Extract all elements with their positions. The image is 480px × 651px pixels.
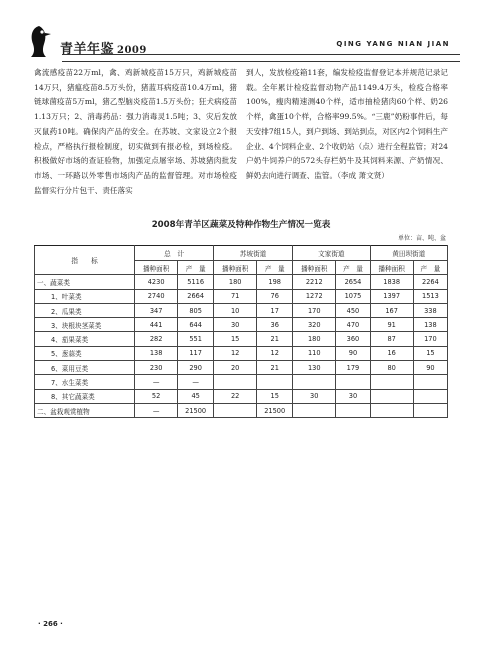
table-cell <box>257 375 293 389</box>
group-header: 苏坡街道 <box>214 246 293 261</box>
table-cell: 805 <box>178 303 214 317</box>
subheader-area: 播种面积 <box>214 261 257 275</box>
table-cell: 21500 <box>257 403 293 417</box>
table-cell: 12 <box>257 346 293 360</box>
body-column-right: 到人，发放检疫箱11套，编发检疫监督登记本并规范记录记载。全年累计检疫监督动物产品1149.4万头，检疫合格率100%，瘦肉精速测40个样，适市抽检猪肉60个样、奶26个样，禽蛋10个样，合格率99.5%。“三鹿”奶粉事件后，每天安排7组15人，到户到场、到站到点，对区内2个饲料生产企业、4个饲料企业、2个收奶站（点）进行全程监管；对24户奶牛饲养户的572头存栏奶牛及其饲料来源、产奶情况、鲜奶去向进行调查、监管。（李成 萧文贤） <box>246 68 448 180</box>
table-row <box>35 318 448 332</box>
body-column-left: 禽流感疫苗22万ml，禽、鸡新城疫苗15万只，鸡新城疫苗14万只，猪瘟疫苗8.5万头份，猪蓝耳病疫苗10.4万ml，猪链球菌疫苗5万ml，猪乙型脑炎疫苗1.5万头份；狂犬病疫苗1.13万只；2、消毒药品：强力消毒灵1.5吨；3、灾后发放灭鼠药10吨。确保肉产品的安全。在苏坡、文家设立2个报检点，严格执行报检制度，切实做到有报必检，到场检疫。积极做好市场的查证验物，加强定点屠宰场、苏坡猪肉批发市场、一环路以外零售市场肉产品的监督管理。对市场检疫监督实行分片包干、责任落实 <box>34 68 237 195</box>
group-header: 黄田坝街道 <box>370 246 447 261</box>
table-cell: 30 <box>214 318 257 332</box>
table-cell: 4230 <box>135 275 178 289</box>
table-cell: 170 <box>293 303 336 317</box>
table-cell: 2740 <box>135 289 178 303</box>
table-cell: 170 <box>413 332 447 346</box>
table-cell: 338 <box>413 303 447 317</box>
table-cell: 179 <box>336 361 370 375</box>
subheader-output: 产 量 <box>336 261 370 275</box>
table-cell: 230 <box>135 361 178 375</box>
table-cell: 87 <box>370 332 413 346</box>
brand-name: 青羊年鉴 <box>60 42 115 57</box>
table-cell: 441 <box>135 318 178 332</box>
table-cell: — <box>135 403 178 417</box>
table-cell: 91 <box>370 318 413 332</box>
table-cell: 198 <box>257 275 293 289</box>
table-cell: 21500 <box>178 403 214 417</box>
table-cell: 180 <box>214 275 257 289</box>
subheader-area: 播种面积 <box>293 261 336 275</box>
row-label: 1、叶菜类 <box>35 289 135 303</box>
table-cell: 45 <box>178 389 214 403</box>
table-row <box>35 361 448 375</box>
table-cell: 450 <box>336 303 370 317</box>
table-cell <box>370 389 413 403</box>
table-cell: 130 <box>293 361 336 375</box>
table-cell: 71 <box>214 289 257 303</box>
row-label: 8、其它蔬菜类 <box>35 389 135 403</box>
table-row <box>35 389 448 403</box>
table-cell <box>293 375 336 389</box>
table-cell <box>413 403 447 417</box>
table-cell: 15 <box>257 389 293 403</box>
table-cell: 76 <box>257 289 293 303</box>
table-cell: 21 <box>257 361 293 375</box>
table-cell: 2664 <box>178 289 214 303</box>
row-label: 2、瓜果类 <box>35 303 135 317</box>
subheader-area: 播种面积 <box>370 261 413 275</box>
row-label: 3、块根块茎菜类 <box>35 318 135 332</box>
table-cell: 10 <box>214 303 257 317</box>
table-cell: 138 <box>413 318 447 332</box>
table-cell: 22 <box>214 389 257 403</box>
table-cell: 138 <box>135 346 178 360</box>
vegetable-production-table <box>34 245 448 418</box>
table-cell: 180 <box>293 332 336 346</box>
table-cell <box>413 389 447 403</box>
table-cell: 16 <box>370 346 413 360</box>
table-cell: 551 <box>178 332 214 346</box>
table-cell <box>370 375 413 389</box>
table-row <box>35 275 448 289</box>
table-cell: 470 <box>336 318 370 332</box>
table-cell: 80 <box>370 361 413 375</box>
brand-year: 2009 <box>117 45 147 56</box>
table-cell: 30 <box>336 389 370 403</box>
row-label: 4、茄果菜类 <box>35 332 135 346</box>
header-rule <box>62 54 460 62</box>
table-cell: 1513 <box>413 289 447 303</box>
table-cell: 347 <box>135 303 178 317</box>
brand-latin: QING YANG NIAN JIAN <box>336 40 450 48</box>
table-cell: 1075 <box>336 289 370 303</box>
row-label: 7、水生菜类 <box>35 375 135 389</box>
group-header: 总 计 <box>135 246 214 261</box>
table-cell: — <box>135 375 178 389</box>
table-cell: 36 <box>257 318 293 332</box>
table-cell <box>336 375 370 389</box>
table-row <box>35 303 448 317</box>
table-cell: 12 <box>214 346 257 360</box>
table-cell <box>293 403 336 417</box>
subheader-area: 播种面积 <box>135 261 178 275</box>
table-cell: 5116 <box>178 275 214 289</box>
row-label: 二、盆栽观赏植物 <box>35 403 135 417</box>
table-title: 2008年青羊区蔬菜及特种作物生产情况一览表 <box>151 220 331 230</box>
bird-logo-icon <box>26 24 52 58</box>
table-cell: 290 <box>178 361 214 375</box>
table-cell: 90 <box>413 361 447 375</box>
table-cell <box>214 375 257 389</box>
table-row <box>35 375 448 389</box>
table-cell: 2654 <box>336 275 370 289</box>
table-cell <box>370 403 413 417</box>
table-cell: 360 <box>336 332 370 346</box>
table-cell: 1397 <box>370 289 413 303</box>
group-header: 文家街道 <box>293 246 370 261</box>
table-cell: 20 <box>214 361 257 375</box>
table-cell: 21 <box>257 332 293 346</box>
table-row <box>35 289 448 303</box>
table-cell: 2212 <box>293 275 336 289</box>
indicator-header: 指 标 <box>35 246 135 275</box>
table-cell: 644 <box>178 318 214 332</box>
table-cell: 52 <box>135 389 178 403</box>
table-cell: 15 <box>413 346 447 360</box>
table-cell: 1838 <box>370 275 413 289</box>
row-label: 5、葱蒜类 <box>35 346 135 360</box>
table-cell: 1272 <box>293 289 336 303</box>
table-cell <box>413 375 447 389</box>
page-number: · 266 · <box>38 620 63 628</box>
table-cell: 110 <box>293 346 336 360</box>
table-row <box>35 403 448 417</box>
table-row <box>35 332 448 346</box>
table-cell <box>336 403 370 417</box>
table-cell: 15 <box>214 332 257 346</box>
table-cell: 167 <box>370 303 413 317</box>
subheader-output: 产 量 <box>413 261 447 275</box>
table-cell: 30 <box>293 389 336 403</box>
subheader-output: 产 量 <box>178 261 214 275</box>
page-header <box>20 20 460 60</box>
table-cell: 320 <box>293 318 336 332</box>
table-cell: 17 <box>257 303 293 317</box>
row-label: 6、菜用豆类 <box>35 361 135 375</box>
table-unit: 单位：亩、吨、盆 <box>397 235 446 242</box>
body-text <box>34 66 448 204</box>
table-cell: 282 <box>135 332 178 346</box>
table-cell <box>214 403 257 417</box>
table-cell: 90 <box>336 346 370 360</box>
table-cell: — <box>178 375 214 389</box>
subheader-output: 产 量 <box>257 261 293 275</box>
table-cell: 117 <box>178 346 214 360</box>
row-label: 一、蔬菜类 <box>35 275 135 289</box>
table-cell: 2264 <box>413 275 447 289</box>
table-row <box>35 346 448 360</box>
